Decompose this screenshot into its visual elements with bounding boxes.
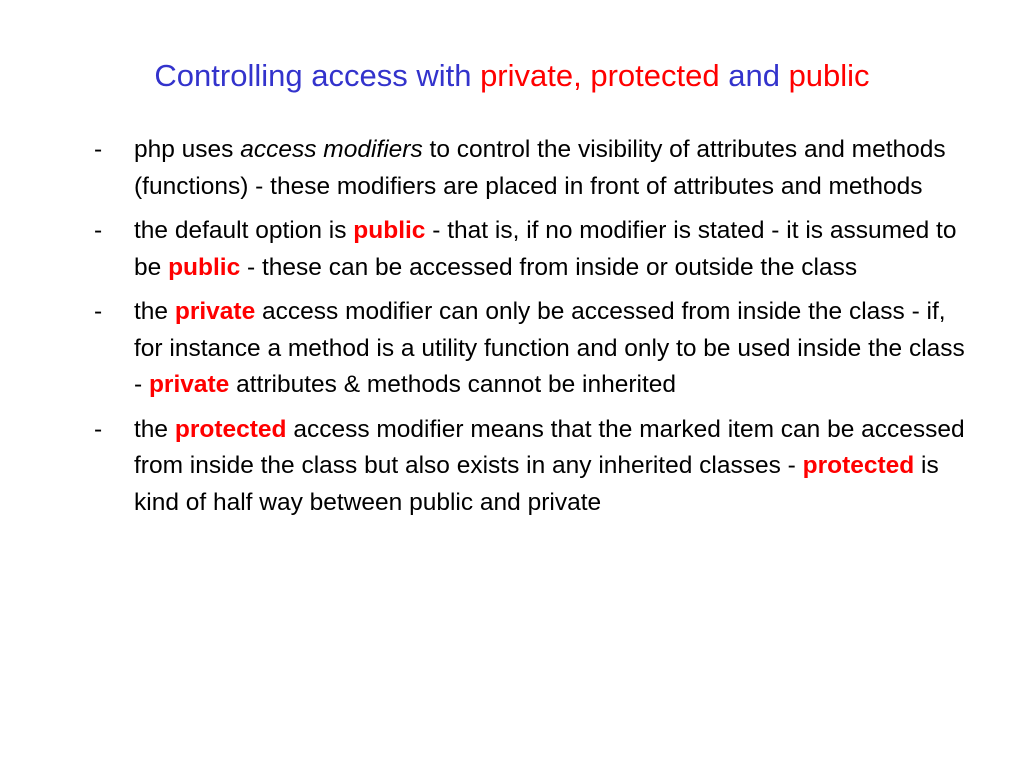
bullet-text: is kind of half way between public and private <box>134 452 939 516</box>
title-text: Controlling access with <box>154 58 481 93</box>
bullet-list <box>92 132 972 529</box>
title-separator-comma: , <box>573 58 591 93</box>
bullet-dash: - <box>94 217 103 244</box>
title-keyword-public: public <box>788 58 870 93</box>
keyword-public: public <box>168 253 241 281</box>
bullet-emphasis: access modifiers <box>240 136 423 163</box>
bullet-access-modifiers <box>92 132 972 205</box>
bullet-text: to control the visibility of attributes and methods (functions) - these modifiers are placed in front of attributes and methods <box>134 136 946 200</box>
bullet-text: php uses <box>134 136 241 163</box>
title-keyword-private: private <box>480 58 574 93</box>
bullet-text: the default option is <box>134 217 354 244</box>
keyword-protected: protected <box>174 415 287 443</box>
bullet-dash: - <box>94 298 103 325</box>
keyword-private: private <box>148 371 230 398</box>
bullet-text: attributes & methods cannot be inherited <box>229 371 677 398</box>
bullet-dash: - <box>94 415 103 443</box>
bullet-text: - that is, if no modifier is stated - it is assumed to be <box>134 217 957 281</box>
keyword-public: public <box>353 217 426 244</box>
keyword-protected: protected <box>802 452 915 479</box>
bullet-text: the <box>134 298 175 325</box>
bullet-protected <box>92 412 972 522</box>
bullet-dash: - <box>94 136 103 163</box>
bullet-text: - these can be accessed from inside or outside the class <box>240 253 858 281</box>
bullet-text: the <box>134 415 175 443</box>
keyword-private: private <box>174 298 256 325</box>
bullet-text: access modifier can only be accessed from inside the class - if, for instance a method is a utility function and only to be used inside the class - <box>134 298 965 398</box>
bullet-private <box>92 294 972 404</box>
bullet-public <box>92 213 972 286</box>
title-keyword-protected: protected <box>590 58 720 93</box>
bullet-text: access modifier means that the marked item can be accessed from inside the class but also exists in any inherited classes - <box>134 415 965 479</box>
slide-title <box>0 56 1024 96</box>
title-separator-and: and <box>719 58 789 93</box>
